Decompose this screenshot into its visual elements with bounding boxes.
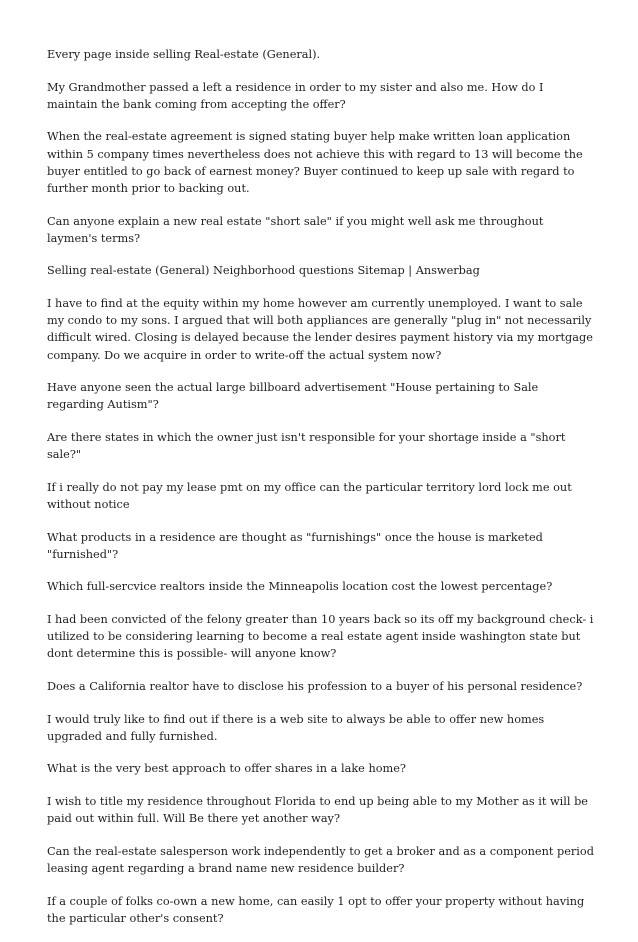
paragraph-question: Can the real-estate salesperson work independently to get a broker and as a component period leasing agent regarding a brand name new residence builder? <box>47 844 594 875</box>
paragraph-question: Which full-sercvice realtors inside the Minneapolis location cost the lowest percentage? <box>47 580 553 594</box>
paragraph-question: Does a California realtor have to disclose his profession to a buyer of his personal residence? <box>47 679 583 693</box>
paragraph-question: Can anyone explain a new real estate "short sale" if you might well ask me throughout laymen's terms? <box>47 214 544 245</box>
paragraph-question: I have to find at the equity within my home however am currently unemployed. I want to sale my condo to my sons. I argued that will both appliances are generally "plug in" not necessarily difficult wired. Closing is delayed because the lender desires payment history via my mortgage company. Do we acquire in order to write-off the actual system now? <box>47 296 593 362</box>
paragraph-question: Have anyone seen the actual large billboard advertisement "House pertaining to Sale regarding Autism"? <box>47 381 539 412</box>
paragraph-question: If a couple of folks co-own a new home, can easily 1 opt to offer your property without having the particular other's consent? <box>47 894 585 925</box>
paragraph-question: I would truly like to find out if there is a web site to always be able to offer new homes upgraded and fully furnished. <box>47 712 545 743</box>
paragraph-question: If i really do not pay my lease pmt on my office can the particular territory lord lock me out without notice <box>47 480 572 511</box>
paragraph-question: My Grandmother passed a left a residence in order to my sister and also me. How do I maintain the bank coming from accepting the offer? <box>47 80 544 111</box>
paragraph-page-heading: Every page inside selling Real-estate (General). <box>47 48 321 61</box>
paragraph-question: What products in a residence are thought as "furnishings" once the house is marketed "furnished"? <box>47 530 543 561</box>
paragraph-question: I had been convicted of the felony greater than 10 years back so its off my background check- i utilized to be considering learning to become a real estate agent inside washington state but dont determine this is possible- will anyone know? <box>47 612 594 661</box>
document-body <box>47 46 595 942</box>
paragraph-question: When the real-estate agreement is signed stating buyer help make written loan application within 5 company times nevertheless does not achieve this with regard to 13 will become the buyer entitled to go back of earnest money? Buyer continued to keep up sale with regard to further month prior to backing out. <box>47 130 583 195</box>
paragraph-question: What is the very best approach to offer shares in a lake home? <box>47 762 406 776</box>
paragraph-sitemap-title: Selling real-estate (General) Neighborhood questions Sitemap | Answerbag <box>47 264 480 278</box>
paragraph-question: I wish to title my residence throughout Florida to end up being able to my Mother as it will be paid out within full. Will Be there yet another way? <box>47 794 588 826</box>
paragraph-question: Are there states in which the owner just isn't responsible for your shortage inside a "short sale?" <box>47 430 566 462</box>
